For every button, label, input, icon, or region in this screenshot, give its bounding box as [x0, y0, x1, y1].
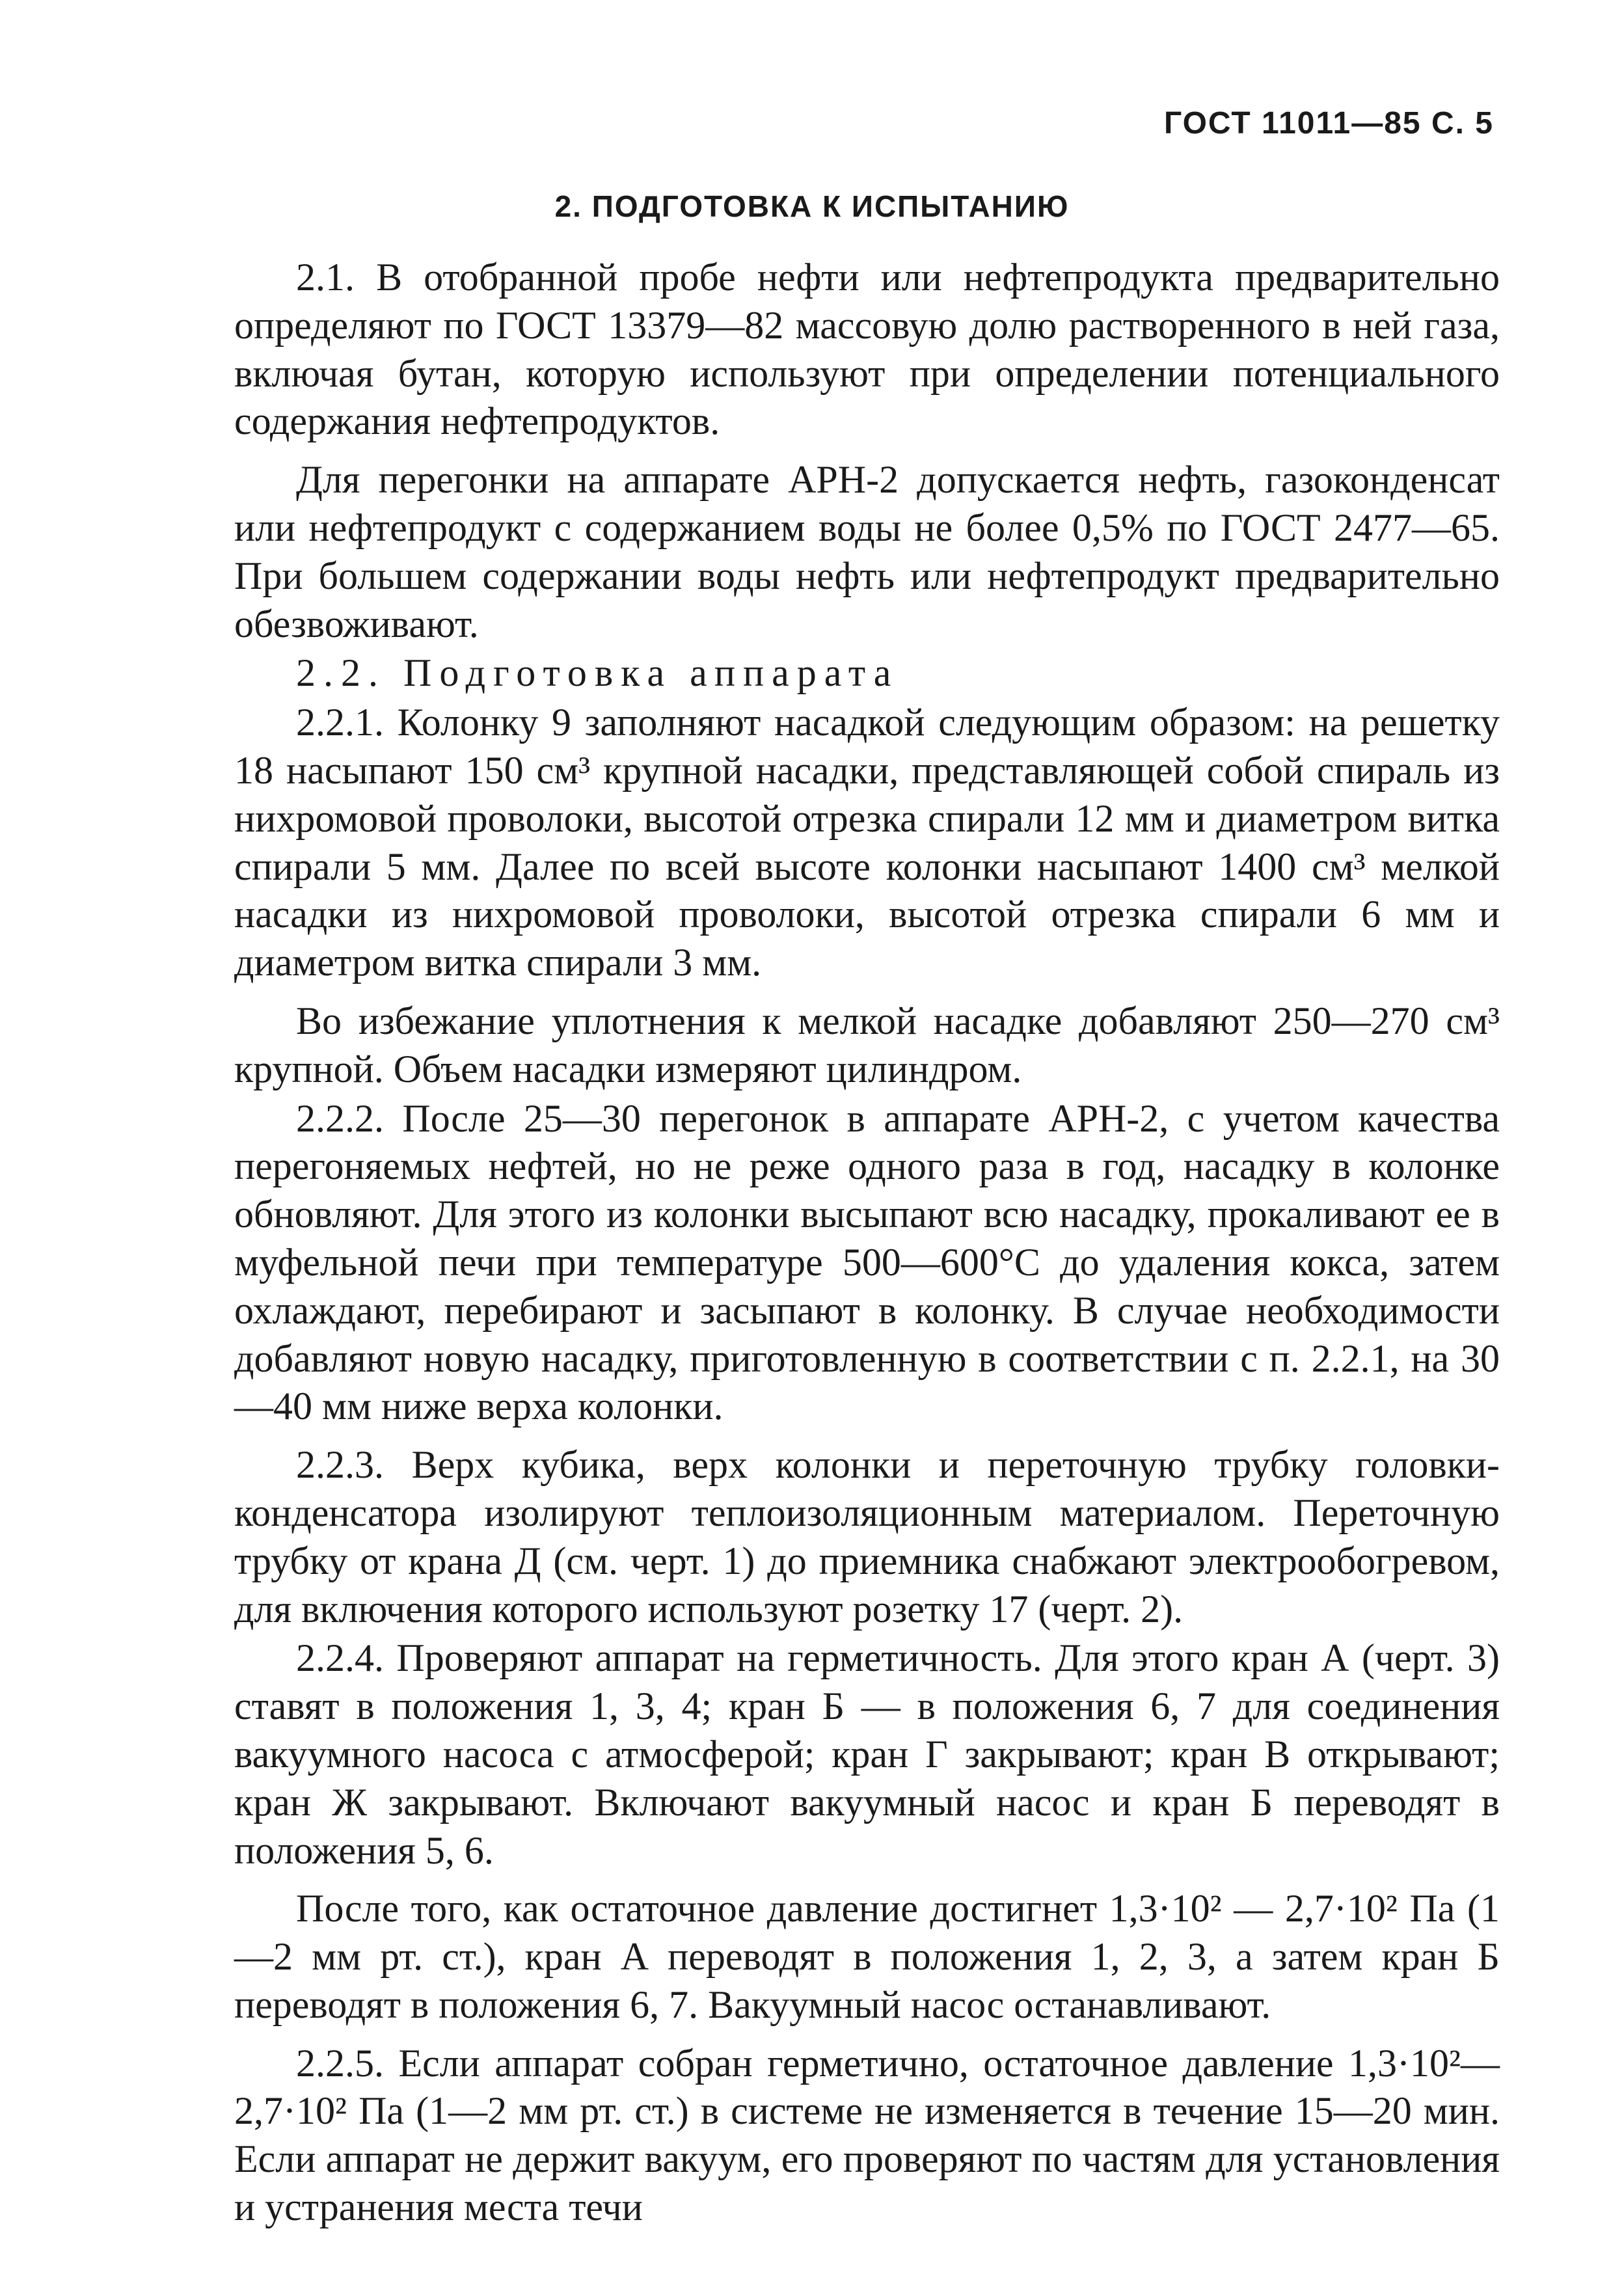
subsection-heading-2-2: 2.2. Подготовка аппарата [296, 651, 899, 695]
paragraph-2-2-3: 2.2.3. Верх кубика, верх колонки и переточную трубку головки-конденсатора изолируют теплоизоляционным материалом. Переточную трубку от крана Д (см. черт. 1) до приемника снабжают электрообогревом, для включения которого используют розетку 17 (черт. 2). [234, 1443, 1500, 1631]
paragraph-2-2-5: 2.2.5. Если аппарат собран герметично, остаточное давление 1,3·10²—2,7·10² Па (1—2 мм рт. ст.) в системе не изменяется в течение 15—20 мин. Если аппарат не держит вакуум, его проверяют по частям для установления и устранения места течи [234, 2041, 1500, 2229]
paragraph-2-2-1: 2.2.1. Колонку 9 заполняют насадкой следующим образом: на решетку 18 насыпают 150 см³ крупной насадки, представляющей собой спираль из нихромовой проволоки, высотой отрезка спирали 12 мм и диаметром витка спирали 5 мм. Далее по всей высоте колонки насыпают 1400 см³ мелкой насадки из нихромовой проволоки, высотой отрезка спирали 6 мм и диаметром витка спирали 3 мм. [234, 701, 1500, 984]
paragraph-2-2-2: 2.2.2. После 25—30 перегонок в аппарате АРН-2, с учетом качества перегоняемых нефтей, но не реже одного раза в год, насадку в колонке обновляют. Для этого из колонки высыпают всю насадку, прокаливают ее в муфельной печи при температуре 500—600°С до удаления кокса, затем охлаждают, перебирают и засыпают в колонку. В случае необходимости добавляют новую насадку, приготовленную в соответствии с п. 2.2.1, на 30—40 мм ниже верха колонки. [234, 1096, 1500, 1428]
running-head: ГОСТ 11011—85 С. 5 [1164, 106, 1494, 141]
paragraph-packing-compaction: Во избежание уплотнения к мелкой насадке добавляют 250—270 см³ крупной. Объем насадки измеряют цилиндром. [234, 999, 1500, 1090]
body-text [234, 254, 1500, 2232]
paragraph-2-1: 2.1. В отобранной пробе нефти или нефтепродукта предварительно определяют по ГОСТ 13379—82 массовую долю растворенного в ней газа, включая бутан, которую используют при определении потенциального содержания нефтепродуктов. [234, 256, 1500, 443]
paragraph-distillation-water: Для перегонки на аппарате АРН-2 допускается нефть, газоконденсат или нефтепродукт с содержанием воды не более 0,5% по ГОСТ 2477—65. При большем содержании воды нефть или нефтепродукт предварительно обезвоживают. [234, 458, 1500, 645]
section-title: 2. ПОДГОТОВКА К ИСПЫТАНИЮ [554, 189, 1070, 223]
paragraph-2-2-4: 2.2.4. Проверяют аппарат на герметичность. Для этого кран А (черт. 3) ставят в положения 1, 3, 4; кран Б — в положения 6, 7 для соединения вакуумного насоса с атмосферой; кран Г закрывают; кран В открывают; кран Ж закрывают. Включают вакуумный насос и кран Б переводят в положения 5, 6. [234, 1636, 1500, 1872]
paragraph-residual-pressure: После того, как остаточное давление достигнет 1,3·10² — 2,7·10² Па (1—2 мм рт. ст.), кран А переводят в положения 1, 2, 3, а затем кран Б переводят в положения 6, 7. Вакуумный насос останавливают. [234, 1887, 1500, 2026]
